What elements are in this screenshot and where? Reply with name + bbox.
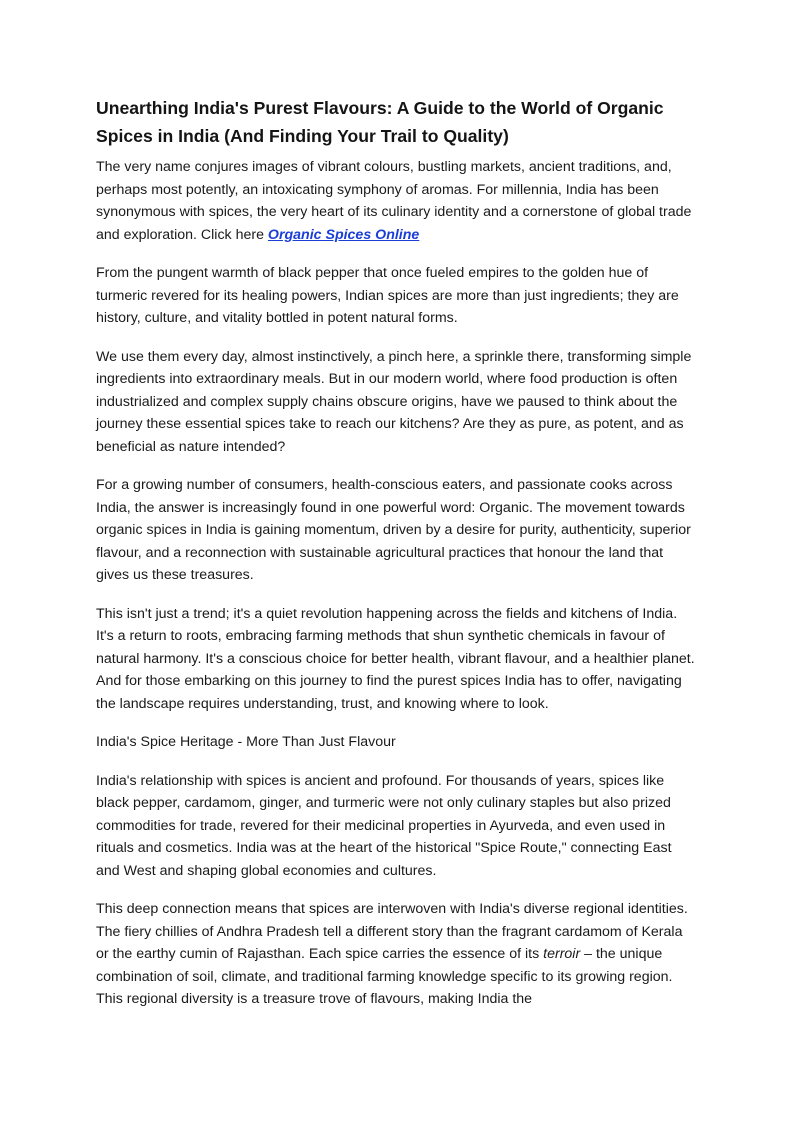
paragraph-black-pepper: From the pungent warmth of black pepper that once fueled empires to the golden hue of turmeric revered for its healing powers, Indian spices are more than just ingredients; they are history, culture, and vitality bottled in potent natural forms. <box>96 265 679 326</box>
document-title: Unearthing India's Purest Flavours: A Guide to the World of Organic Spices in India (And Finding Your Trail to Quality) <box>96 98 664 146</box>
section-heading-spice-heritage: India's Spice Heritage - More Than Just Flavour <box>96 734 396 750</box>
paragraph-regional-identities <box>96 898 698 1011</box>
organic-spices-online-link[interactable]: Organic Spices Online <box>267 226 420 243</box>
paragraph-regional-text-1: This deep connection means that spices are interwoven with India's diverse regional identities. The fiery chillies of Andhra Pradesh tell a different story than the fragrant cardamom of Kerala or the earthy cumin of Rajasthan. Each spice carries the essence of its <box>96 901 688 962</box>
paragraph-regional-text-2: – the unique combination of soil, climate, and traditional farming knowledge specific to its growing region. This regional diversity is a treasure trove of flavours, making India the <box>96 946 673 1007</box>
paragraph-intro <box>96 156 698 246</box>
paragraph-everyday-use: We use them every day, almost instinctively, a pinch here, a sprinkle there, transforming simple ingredients into extraordinary meals. But in our modern world, where food production is often industrialized and complex supply chains obscure origins, have we paused to think about the journey these essential spices take to reach our kitchens? Are they as pure, as potent, and as beneficial as nature intended? <box>96 348 692 455</box>
paragraph-quiet-revolution: This isn't just a trend; it's a quiet revolution happening across the fields and kitchens of India. It's a return to roots, embracing farming methods that shun synthetic chemicals in favour of natural harmony. It's a conscious choice for better health, vibrant flavour, and a healthier planet. And for those embarking on this journey to find the purest spices India has to offer, navigating the landscape requires understanding, trust, and knowing where to look. <box>96 605 695 712</box>
paragraph-intro-text: The very name conjures images of vibrant colours, bustling markets, ancient traditions, and, perhaps most potently, an intoxicating symphony of aromas. For millennia, India has been synonymous with spices, the very heart of its culinary identity and a cornerstone of global trade and exploration. Click here <box>96 159 692 243</box>
paragraph-organic-movement: For a growing number of consumers, health-conscious eaters, and passionate cooks across India, the answer is increasingly found in one powerful word: Organic. The movement towards organic spices in India is gaining momentum, driven by a desire for purity, authenticity, superior flavour, and a reconnection with sustainable agricultural practices that honour the land that gives us these treasures. <box>96 477 691 583</box>
paragraph-spice-route: India's relationship with spices is ancient and profound. For thousands of years, spices like black pepper, cardamom, ginger, and turmeric were not only culinary staples but also prized commodities for trade, revered for their medicinal properties in Ayurveda, and even used in rituals and cosmetics. India was at the heart of the historical "Spice Route," connecting East and West and shaping global economies and cultures. <box>96 772 672 879</box>
document-page <box>96 94 698 1027</box>
terroir-term: terroir <box>543 946 581 962</box>
